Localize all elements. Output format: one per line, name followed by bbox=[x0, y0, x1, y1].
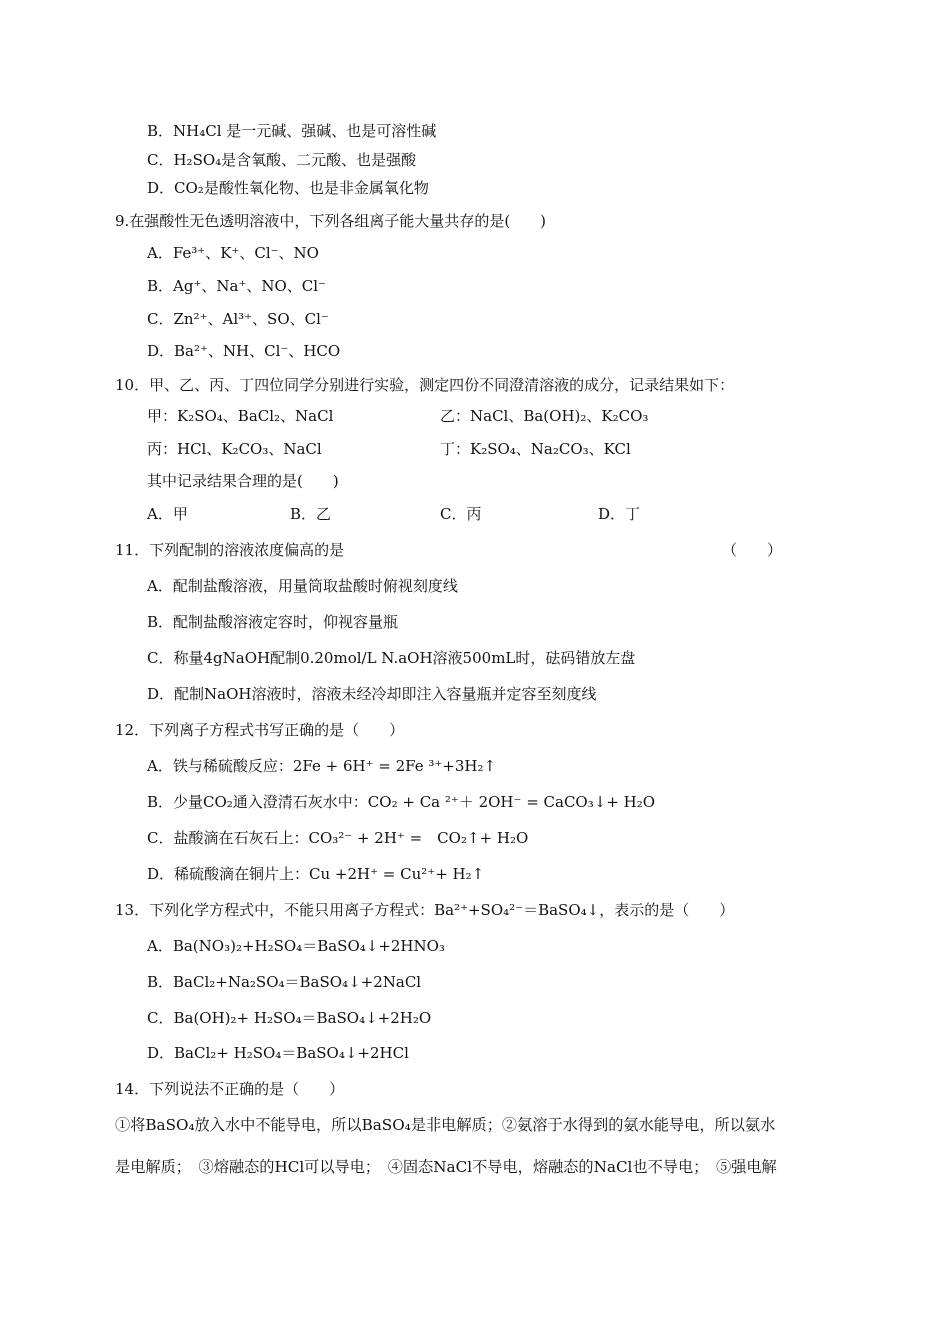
q10-record-ding: 丁：K₂SO₄、Na₂CO₃、KCl bbox=[440, 440, 631, 458]
q13-option-d: D．BaCl₂+ H₂SO₄＝BaSO₄↓+2HCl bbox=[147, 1044, 409, 1062]
q13-option-b: B．BaCl₂+Na₂SO₄＝BaSO₄↓+2NaCl bbox=[147, 973, 422, 991]
q9-option-b: B．Ag⁺、Na⁺、NO、Cl⁻ bbox=[147, 277, 326, 295]
q14-stem: 14．下列说法不正确的是（ ） bbox=[115, 1080, 345, 1098]
q9-stem: 9.在强酸性无色透明溶液中，下列各组离子能大量共存的是( ) bbox=[115, 212, 547, 230]
q10-option-d: D．丁 bbox=[598, 505, 641, 523]
q14-text-line-1: ①将BaSO₄放入水中不能导电，所以BaSO₄是非电解质；②氨溶于水得到的氨水能导电，所以氨水 bbox=[115, 1116, 776, 1134]
q10-record-bing: 丙：HCl、K₂CO₃、NaCl bbox=[147, 440, 322, 458]
q10-record-yi: 乙：NaCl、Ba(OH)₂、K₂CO₃ bbox=[440, 407, 649, 425]
q12-option-b: B．少量CO₂通入澄清石灰水中：CO₂ + Ca ²⁺＋ 2OH⁻ = CaCO₃↓+ H₂O bbox=[147, 793, 656, 811]
q11-option-c: C．称量4gNaOH配制0.20mol/L N.aOH溶液500mL时，砝码错放左盘 bbox=[147, 649, 636, 667]
q12-option-c: C．盐酸滴在石灰石上：CO₃²⁻ + 2H⁺ = CO₂↑+ H₂O bbox=[147, 829, 529, 847]
q13-option-c: C．Ba(OH)₂+ H₂SO₄＝BaSO₄↓+2H₂O bbox=[147, 1009, 432, 1027]
q11-answer-paren: （ ） bbox=[722, 541, 783, 559]
q8-option-c: C．H₂SO₄是含氧酸、二元酸、也是强酸 bbox=[147, 151, 417, 169]
q10-question: 其中记录结果合理的是( ) bbox=[147, 472, 339, 490]
q11-option-d: D．配制NaOH溶液时，溶液未经冷却即注入容量瓶并定容至刻度线 bbox=[147, 685, 597, 703]
q13-option-a: A．Ba(NO₃)₂+H₂SO₄＝BaSO₄↓+2HNO₃ bbox=[147, 937, 445, 955]
q10-option-b: B．乙 bbox=[290, 505, 332, 523]
q13-stem: 13．下列化学方程式中，不能只用离子方程式：Ba²⁺+SO₄²⁻＝BaSO₄↓，表示的是（ ） bbox=[115, 901, 735, 919]
q10-option-a: A．甲 bbox=[147, 505, 188, 523]
q11-stem: 11．下列配制的溶液浓度偏高的是 bbox=[115, 541, 345, 559]
q11-option-a: A．配制盐酸溶液，用量筒取盐酸时俯视刻度线 bbox=[147, 577, 458, 595]
q10-option-c: C．丙 bbox=[440, 505, 482, 523]
q12-option-a: A．铁与稀硫酸反应：2Fe + 6H⁺ = 2Fe ³⁺+3H₂↑ bbox=[147, 757, 497, 775]
q12-stem: 12．下列离子方程式书写正确的是（ ） bbox=[115, 721, 405, 739]
q8-option-d: D．CO₂是酸性氧化物、也是非金属氧化物 bbox=[147, 179, 429, 197]
q12-option-d: D．稀硫酸滴在铜片上：Cu +2H⁺ = Cu²⁺+ H₂↑ bbox=[147, 865, 485, 883]
q10-record-jia: 甲：K₂SO₄、BaCl₂、NaCl bbox=[147, 407, 334, 425]
q10-stem: 10．甲、乙、丙、丁四位同学分别进行实验，测定四份不同澄清溶液的成分，记录结果如下： bbox=[115, 376, 735, 394]
q8-option-b: B．NH₄Cl 是一元碱、强碱、也是可溶性碱 bbox=[147, 122, 437, 140]
q9-option-a: A．Fe³⁺、K⁺、Cl⁻、NO bbox=[147, 244, 319, 262]
q9-option-c: C．Zn²⁺、Al³⁺、SO、Cl⁻ bbox=[147, 310, 329, 328]
q9-option-d: D．Ba²⁺、NH、Cl⁻、HCO bbox=[147, 342, 341, 360]
q11-option-b: B．配制盐酸溶液定容时，仰视容量瓶 bbox=[147, 613, 399, 631]
q14-text-line-2: 是电解质； ③熔融态的HCl可以导电； ④固态NaCl不导电，熔融态的NaCl也不导电； ⑤强电解 bbox=[115, 1158, 777, 1176]
